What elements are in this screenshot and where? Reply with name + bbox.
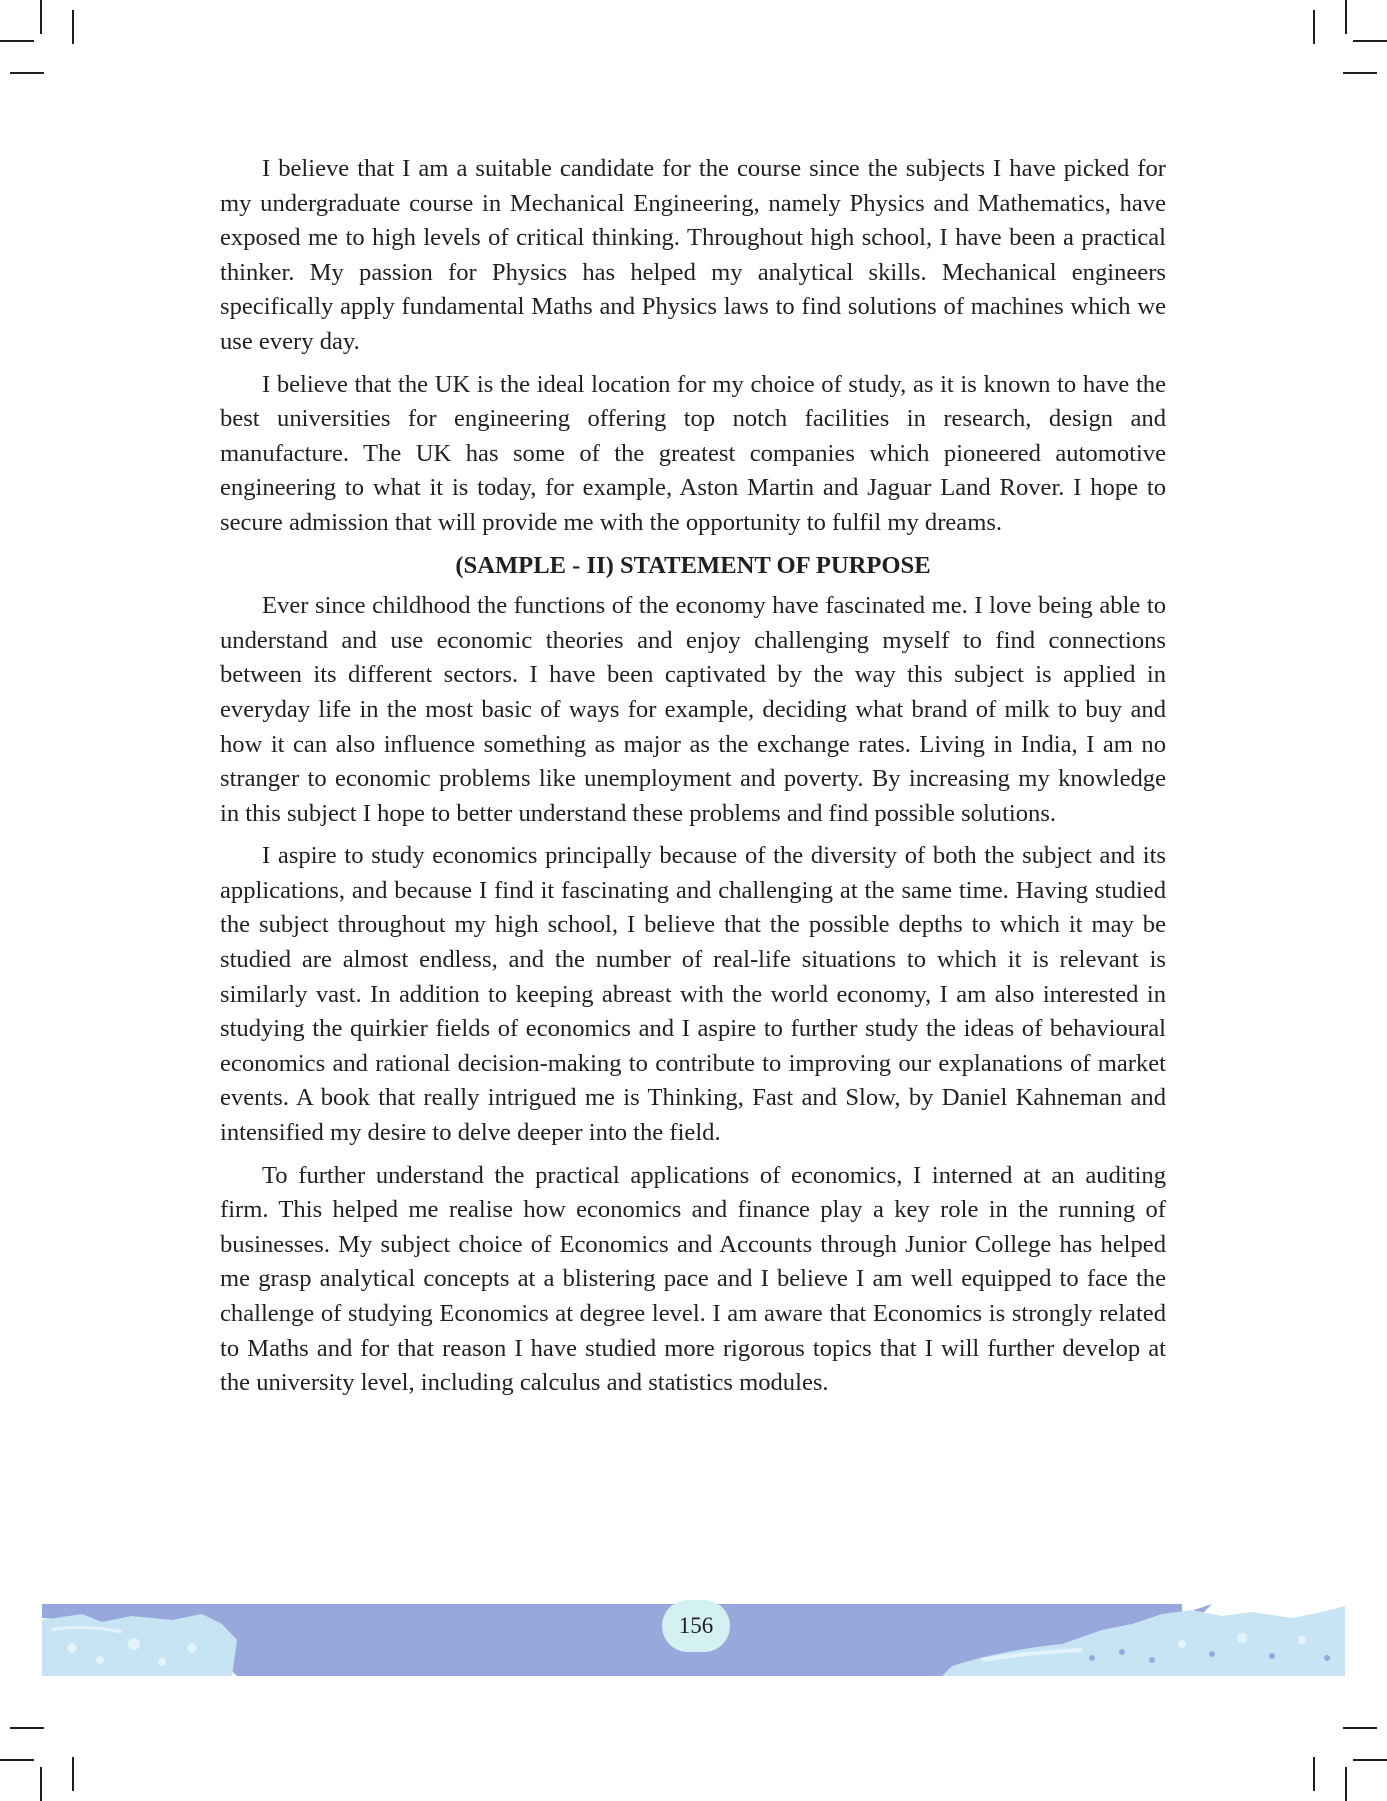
crop-mark (1345, 1767, 1347, 1801)
crop-mark (72, 10, 74, 44)
crop-mark (10, 1727, 44, 1729)
page-footer (42, 1600, 1345, 1676)
crop-mark (0, 1759, 34, 1761)
crop-mark (1313, 1757, 1315, 1791)
crop-mark (1353, 1759, 1387, 1761)
paragraph: I believe that I am a suitable candidate for the course since the subjects I have picked for my undergraduate course in Mechanical Engineering, namely Physics and Mathematics, have exposed me to high levels of critical thinking. Throughout high school, I have been a practical thinker. My passion for Physics has helped my analytical skills. Mechanical engineers specifically apply fundamental Maths and Physics laws to find solutions of machines which we use every day. (220, 155, 1166, 355)
page-number: 156 (662, 1600, 730, 1652)
paragraph: Ever since childhood the functions of the economy have fascinated me. I love being able to understand and use economic theories and enjoy challenging myself to find connections between its different sectors. I have been captivated by the way this subject is applied in everyday life in the most basic of ways for example, deciding what brand of milk to buy and how it can also influence something as major as the exchange rates. Living in India, I am no stranger to economic problems like unemployment and poverty. By increasing my knowledge in this subject I hope to better understand these problems and find possible solutions. (220, 592, 1166, 827)
crop-mark (40, 0, 42, 34)
page-body (220, 152, 1166, 1409)
section-heading: (SAMPLE - II) STATEMENT OF PURPOSE (455, 551, 931, 579)
crop-mark (1343, 1727, 1377, 1729)
crop-mark (0, 40, 34, 42)
crop-mark (1345, 0, 1347, 34)
paragraph: To further understand the practical applications of economics, I interned at an auditing firm. This helped me realise how economics and finance play a key role in the running of businesses. My subject choice of Economics and Accounts through Junior College has helped me grasp analytical concepts at a blistering pace and I believe I am well equipped to face the challenge of studying Economics at degree level. I am aware that Economics is strongly related to Maths and for that reason I have studied more rigorous topics that I will further develop at the university level, including calculus and statistics modules. (220, 1161, 1166, 1397)
crop-mark (1343, 72, 1377, 74)
crop-mark (72, 1757, 74, 1791)
crop-mark (1353, 40, 1387, 42)
crop-mark (40, 1767, 42, 1801)
paragraph: I believe that the UK is the ideal location for my choice of study, as it is known to have the best universities for engineering offering top notch facilities in research, design and manufacture. The UK has some of the greatest companies which pioneered automotive engineering to what it is today, for example, Aston Martin and Jaguar Land Rover. I hope to secure admission that will provide me with the opportunity to fulfil my dreams. (220, 370, 1166, 536)
crop-mark (1313, 10, 1315, 44)
crop-mark (10, 72, 44, 74)
paragraph: I aspire to study economics principally because of the diversity of both the subject and its applications, and because I find it fascinating and challenging at the same time. Having studied the subject throughout my high school, I believe that the possible depths to which it may be studied are almost endless, and the number of real-life situations to which it is relevant is similarly vast. In addition to keeping abreast with the world economy, I am also interested in studying the quirkier fields of economics and I aspire to further study the ideas of behavioural economics and rational decision-making to contribute to improving our explanations of market events. A book that really intrigued me is Thinking, Fast and Slow, by Daniel Kahneman and intensified my desire to delve deeper into the field. (220, 842, 1166, 1147)
